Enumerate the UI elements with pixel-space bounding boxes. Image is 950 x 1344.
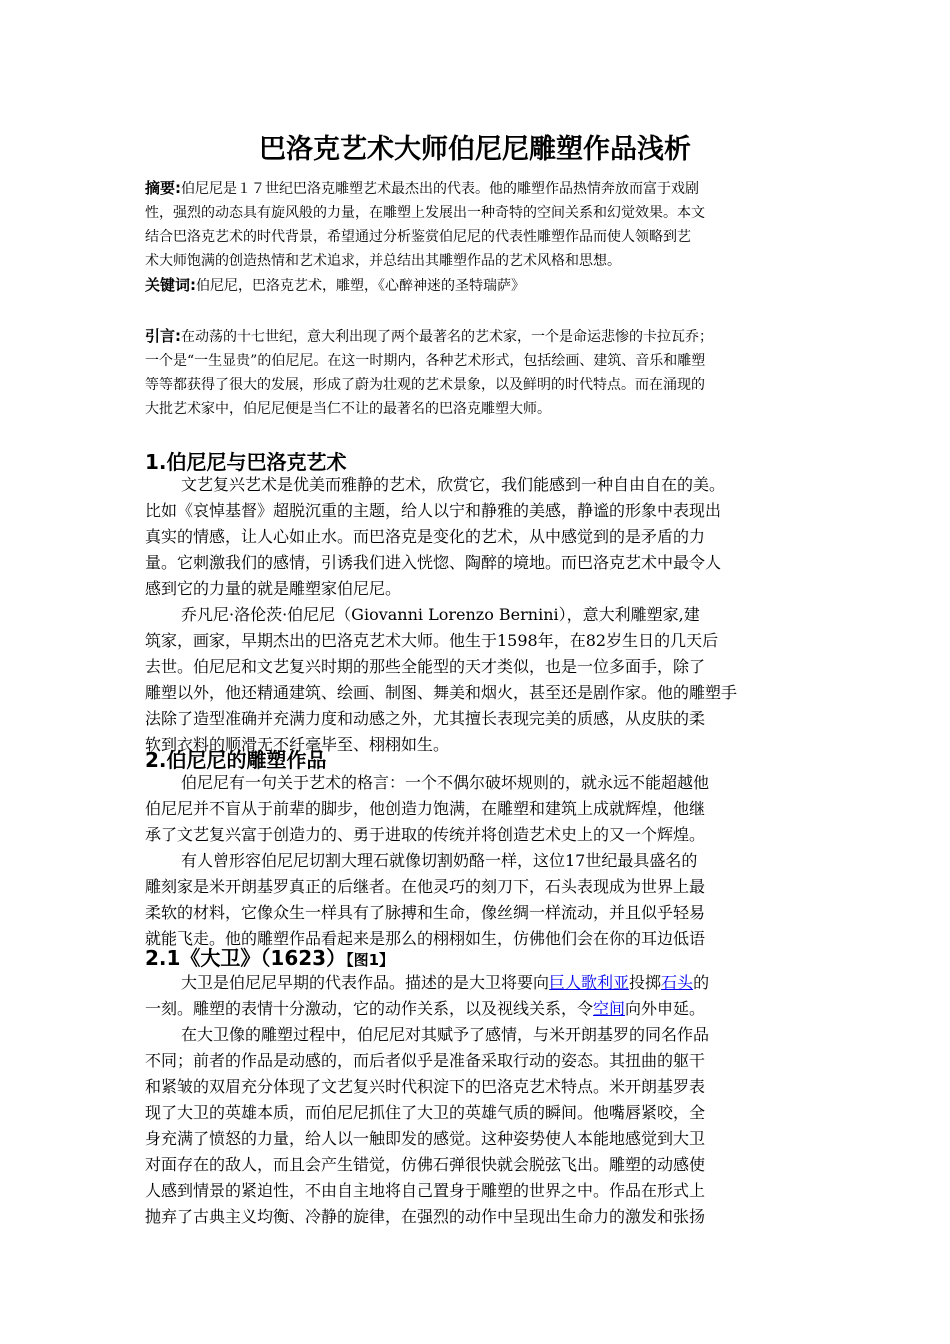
paragraph-line: 文艺复兴艺术是优美而雅静的艺术，欣赏它，我们能感到一种自由自在的美。 xyxy=(181,475,726,494)
paragraph-line: 比如《哀悼基督》超脱沉重的主题，给人以宁和静雅的美感，静谧的形象中表现出 xyxy=(145,501,722,520)
paragraph-line: 筑家，画家，早期杰出的巴洛克艺术大师。他生于1598年，在82岁生日的几天后 xyxy=(145,631,719,650)
paragraph-line: 真实的情感，让人心如止水。而巴洛克是变化的艺术，从中感觉到的是矛盾的力 xyxy=(145,527,706,546)
paragraph-line: 对面存在的敌人，而且会产生错觉，仿佛石弹很快就会脱弦飞出。雕塑的动感使 xyxy=(145,1155,706,1174)
paragraph-line: 身充满了愤怒的力量，给人以一触即发的感觉。这种姿势使人本能地感觉到大卫 xyxy=(145,1129,706,1148)
abstract-label: 摘要: xyxy=(145,179,181,197)
paragraph-line: 和紧皱的双眉充分体现了文艺复兴时代积淀下的巴洛克艺术特点。米开朗基罗表 xyxy=(145,1077,706,1096)
introduction xyxy=(145,324,815,421)
paragraph-line: 承了文艺复兴富于创造力的、勇于进取的传统并将创造艺术史上的又一个辉煌。 xyxy=(145,825,706,844)
paragraph-line: 雕刻家是米开朗基罗真正的后继者。在他灵巧的刻刀下，石头表现成为世界上最 xyxy=(145,877,706,896)
abstract-line: 摘要:伯尼尼是１７世纪巴洛克雕塑艺术最杰出的代表。他的雕塑作品热情奔放而富于戏剧 xyxy=(145,179,699,197)
paragraph-line: 抛弃了古典主义均衡、冷静的旋律，在强烈的动作中呈现出生命力的激发和张扬 xyxy=(145,1207,706,1226)
intro-line: 大批艺术家中，伯尼尼便是当仁不让的最著名的巴洛克雕塑大师。 xyxy=(145,401,551,417)
section-2-1-body xyxy=(145,970,815,1230)
paragraph-line: 有人曾形容伯尼尼切割大理石就像切割奶酪一样，这位17世纪最具盛名的 xyxy=(181,851,698,870)
paragraph-line: 伯尼尼并不盲从于前辈的脚步，他创造力饱满，在雕塑和建筑上成就辉煌，他继 xyxy=(145,799,706,818)
paragraph-line: 雕塑以外，他还精通建筑、绘画、制图、舞美和烟火，甚至还是剧作家。他的雕塑手 xyxy=(145,683,738,702)
paragraph-line: 柔软的材料，它像众生一样具有了脉搏和生命，像丝绸一样流动，并且似乎轻易 xyxy=(145,903,706,922)
section-1-heading: 1.伯尼尼与巴洛克艺术 xyxy=(145,450,347,474)
section-2-body xyxy=(145,770,815,952)
link-space[interactable]: 空间 xyxy=(593,999,626,1018)
paragraph-line: 乔凡尼·洛伦茨·伯尼尼（Giovanni Lorenzo Bernini），意大利雕塑家,建 xyxy=(181,605,700,624)
paragraph-line: 大卫是伯尼尼早期的代表作品。描述的是大卫将要向巨人歌利亚投掷石头的 xyxy=(181,973,710,992)
paragraph-line: 法除了造型准确并充满力度和动感之外，尤其擅长表现完美的质感，从皮肤的柔 xyxy=(145,709,706,728)
paragraph-line: 就能飞走。他的雕塑作品看起来是那么的栩栩如生，仿佛他们会在你的耳边低语 xyxy=(145,929,706,948)
paragraph-line: 不同；前者的作品是动感的，而后者似乎是准备采取行动的姿态。其扭曲的躯干 xyxy=(145,1051,706,1070)
section-2-1-heading: 2.1《大卫》（1623）【图1】 xyxy=(145,946,395,970)
paragraph-line: 伯尼尼有一句关于艺术的格言：一个不偶尔破坏规则的，就永远不能超越他 xyxy=(181,773,710,792)
abstract-line: 结合巴洛克艺术的时代背景，希望通过分析鉴赏伯尼尼的代表性雕塑作品而使人领略到艺 xyxy=(145,229,691,245)
paragraph-line: 去世。伯尼尼和文艺复兴时期的那些全能型的天才类似，也是一位多面手，除了 xyxy=(145,657,706,676)
intro-line: 一个是“一生显贵”的伯尼尼。在这一时期内，各种艺术形式，包括绘画、建筑、音乐和雕塑 xyxy=(145,353,706,369)
intro-label: 引言: xyxy=(145,327,181,345)
paragraph-line: 软到衣料的顺滑无不纤毫毕至、栩栩如生。 xyxy=(145,735,450,754)
paragraph-line: 一刻。雕塑的表情十分激动，它的动作关系，以及视线关系，令空间向外申延。 xyxy=(145,999,706,1018)
paragraph-line: 感到它的力量的就是雕塑家伯尼尼。 xyxy=(145,579,402,598)
link-stone[interactable]: 石头 xyxy=(661,973,694,992)
figure-reference: 【图1】 xyxy=(346,951,395,969)
keywords-label: 关键词: xyxy=(145,276,196,294)
link-goliath[interactable]: 巨人歌利亚 xyxy=(549,973,630,992)
section-1-body xyxy=(145,472,815,758)
intro-line: 引言:在动荡的十七世纪，意大利出现了两个最著名的艺术家，一个是命运悲惨的卡拉瓦乔； xyxy=(145,327,713,345)
paragraph-line: 量。它刺激我们的感情，引诱我们进入恍惚、陶醉的境地。而巴洛克艺术中最令人 xyxy=(145,553,722,572)
abstract xyxy=(145,176,815,298)
section-2-heading: 2.伯尼尼的雕塑作品 xyxy=(145,748,327,772)
paragraph-line: 现了大卫的英雄本质，而伯尼尼抓住了大卫的英雄气质的瞬间。他嘴唇紧咬，全 xyxy=(145,1103,706,1122)
intro-line: 等等都获得了很大的发展，形成了蔚为壮观的艺术景象，以及鲜明的时代特点。而在涌现的 xyxy=(145,377,705,393)
paragraph-line: 在大卫像的雕塑过程中，伯尼尼对其赋予了感情，与米开朗基罗的同名作品 xyxy=(181,1025,710,1044)
abstract-line: 术大师饱满的创造热情和艺术追求，并总结出其雕塑作品的艺术风格和思想。 xyxy=(145,253,621,269)
page-title: 巴洛克艺术大师伯尼尼雕塑作品浅析 xyxy=(259,134,691,165)
abstract-line: 性，强烈的动态具有旋风般的力量，在雕塑上发展出一种奇特的空间关系和幻觉效果。本文 xyxy=(145,205,705,221)
keywords-line xyxy=(145,273,815,298)
keywords-text: 伯尼尼，巴洛克艺术，雕塑，《心醉神迷的圣特瑞萨》 xyxy=(196,278,525,294)
paragraph-line: 人感到情景的紧迫性，不由自主地将自己置身于雕塑的世界之中。作品在形式上 xyxy=(145,1181,706,1200)
